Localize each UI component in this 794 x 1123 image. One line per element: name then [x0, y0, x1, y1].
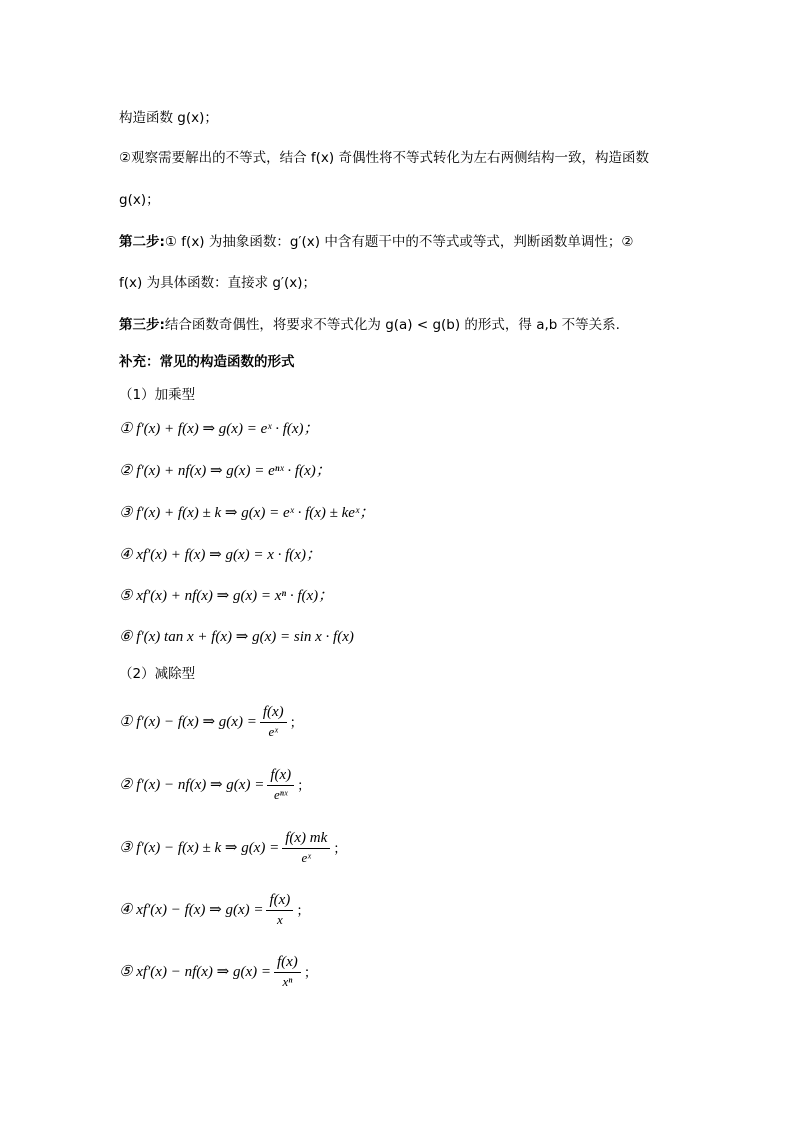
fraction-sub-3-numerator: f(x) mk — [282, 829, 330, 849]
fraction-sub-4-denominator: x — [277, 911, 283, 927]
formula-sub-2-left: ② f′(x) − nf(x) ⇒ g(x) = — [119, 776, 265, 793]
fraction-sub-4 — [266, 891, 293, 928]
formula-sub-1-semicolon: ； — [289, 715, 304, 731]
formula-add-5-text: ⑤ xf′(x) + nf(x) ⇒ g(x) = xⁿ · f(x)； — [119, 588, 334, 604]
formula-add-2-text: ② f′(x) + nf(x) ⇒ g(x) = eⁿˣ · f(x)； — [119, 463, 331, 479]
formula-sub-2-semicolon: ； — [297, 778, 311, 794]
section-add-multiply-text: （1）加乘型 — [119, 387, 196, 403]
section-subtract-divide — [119, 664, 195, 684]
fraction-sub-5-numerator: f(x) — [274, 953, 301, 973]
formula-sub-5 — [119, 947, 317, 995]
section-add-multiply — [119, 385, 195, 405]
formula-add-6 — [119, 627, 354, 647]
formula-sub-4-left: ④ xf′(x) − f(x) ⇒ g(x) = — [119, 901, 264, 918]
fraction-sub-1 — [260, 703, 287, 740]
fraction-sub-1-numerator: f(x) — [260, 703, 287, 723]
step-three-label: 第三步: — [119, 317, 165, 333]
formula-sub-3 — [119, 823, 347, 871]
formula-add-5 — [119, 586, 333, 606]
fraction-sub-1-denominator: eˣ — [268, 723, 278, 739]
fraction-sub-2-numerator: f(x) — [267, 766, 294, 786]
step-three-text: 结合函数奇偶性，将要求不等式化为 g(a) < g(b) 的形式，得 a,b 不等关系. — [164, 317, 620, 333]
formula-add-3-text: ③ f′(x) + f(x) ± k ⇒ g(x) = eˣ · f(x) ± keˣ； — [119, 505, 375, 521]
text-g-continued: g(x)； — [119, 192, 160, 208]
paragraph-step-three — [119, 315, 620, 335]
supplement-heading-text: 补充：常见的构造函数的形式 — [119, 354, 295, 370]
fraction-sub-3-denominator: eˣ — [301, 849, 311, 865]
formula-add-3 — [119, 503, 374, 523]
fraction-sub-2 — [267, 766, 294, 803]
formula-sub-1-left: ① f′(x) − f(x) ⇒ g(x) = — [119, 713, 257, 730]
text-concrete-function: f(x) 为具体函数：直接求 g′(x)； — [119, 275, 317, 291]
formula-sub-1 — [119, 697, 303, 745]
supplement-heading — [119, 352, 295, 372]
formula-add-1 — [119, 419, 319, 439]
section-subtract-divide-text: （2）减除型 — [119, 666, 196, 682]
fraction-sub-3 — [282, 829, 330, 866]
paragraph-g-continued — [119, 190, 160, 210]
formula-add-4 — [119, 545, 321, 565]
formula-add-4-text: ④ xf′(x) + f(x) ⇒ g(x) = x · f(x)； — [119, 547, 321, 563]
text-observe-inequality: ②观察需要解出的不等式，结合 f(x) 奇偶性将不等式转化为左右两侧结构一致，构造函数 — [119, 150, 649, 166]
text-construct-g: 构造函数 g(x)； — [119, 110, 218, 126]
fraction-sub-5 — [274, 953, 301, 990]
formula-sub-4 — [119, 885, 310, 933]
fraction-sub-5-denominator: xⁿ — [282, 973, 293, 989]
formula-add-1-text: ① f′(x) + f(x) ⇒ g(x) = eˣ · f(x)； — [119, 421, 319, 437]
fraction-sub-2-denominator: eⁿˣ — [273, 786, 288, 802]
paragraph-step-two — [119, 232, 633, 252]
paragraph-concrete-function — [119, 273, 316, 293]
formula-add-2 — [119, 461, 331, 481]
formula-add-6-text: ⑥ f′(x) tan x + f(x) ⇒ g(x) = sin x · f(x) — [119, 629, 354, 645]
fraction-sub-4-numerator: f(x) — [266, 891, 293, 911]
paragraph-observe-inequality — [119, 148, 649, 168]
formula-sub-5-semicolon: ； — [303, 965, 318, 981]
formula-sub-3-left: ③ f′(x) − f(x) ± k ⇒ g(x) = — [119, 839, 280, 856]
formula-sub-2 — [119, 760, 311, 808]
step-two-text: ① f(x) 为抽象函数：g′(x) 中含有题干中的不等式或等式，判断函数单调性；② — [164, 234, 634, 250]
paragraph-construct-g — [119, 108, 218, 128]
formula-sub-3-semicolon: ； — [333, 841, 347, 857]
step-two-label: 第二步: — [119, 234, 165, 250]
formula-sub-5-left: ⑤ xf′(x) − nf(x) ⇒ g(x) = — [119, 963, 271, 980]
formula-sub-4-semicolon: ； — [296, 903, 310, 919]
